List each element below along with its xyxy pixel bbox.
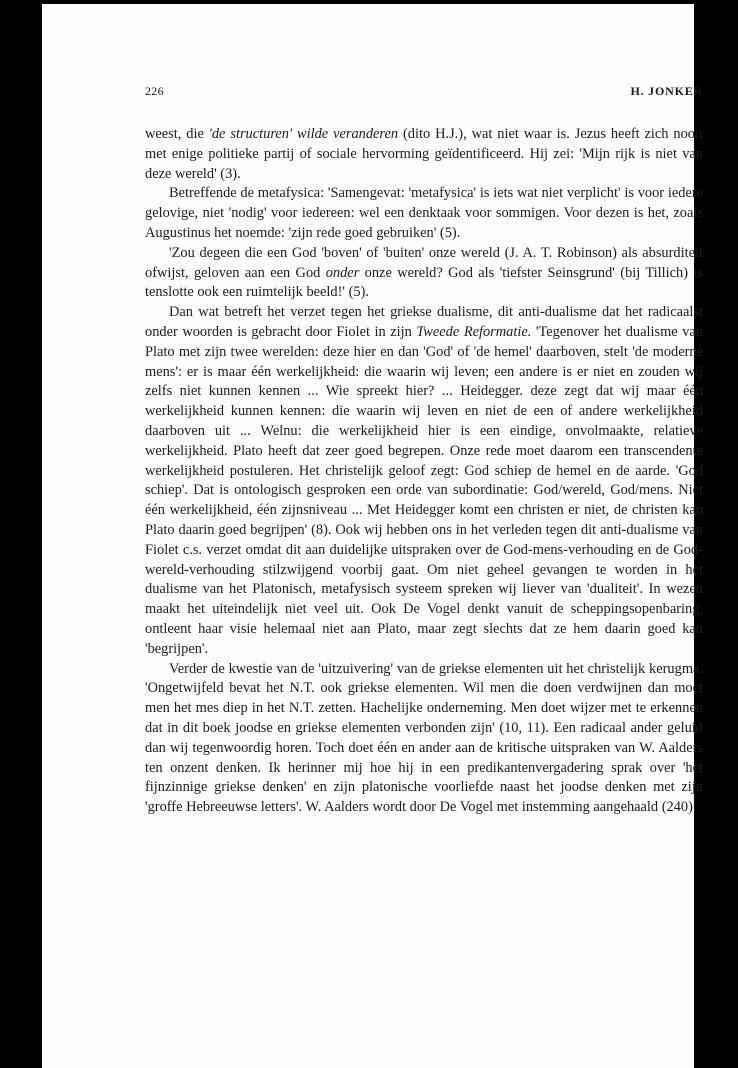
italic-text: onder [325, 264, 360, 281]
paragraph-text: Betreffende de metafysica: 'Samengevat: 'metafysica' is iets wat niet verplicht' is voor iedere gelovige, niet 'nodig' voor iedereen: wel een denktaak voor sommigen. Voor dezen is het, zoals Augustinus het noemde: 'zijn rede goed gebruiken' (5). [145, 185, 703, 241]
paragraph-text: weest, die [145, 126, 209, 142]
paragraph-text: 'Tegenover het dualisme van Plato met zijn twee werelden: deze hier en dan 'God' of 'de hemel' daarboven, stelt 'de moderne mens': er is maar één werkelijkheid: die waarin wij leven; een andere is er niet en zouden wij zelfs niet kunnen kennen ... Wie spreekt hier? ... Heidegger. deze zegt dat wij maar één werkelijkheid kunnen kennen: die waarin wij leven en niet de een of andere werkelijkheid daarboven uit ... Welnu: die werkelijkheid hier is een eindige, onvolmaakte, relatieve werkelijkheid. Plato heeft dat zeer goed begrepen. Onze rede moet daarom een transcendente werkelijkheid postuleren. Het christelijk geloof zegt: God schiep de hemel en de aarde. 'God schiep'. Dat is ontologisch gesproken een orde van subordinatie: God/wereld, God/mens. Niet één werkelijkheid, één zijnsniveau ... Met Heidegger komt een christen er niet, de christen kan Plato daarin goed begrijpen' (8). Ook wij hebben ons in het verleden tegen dit anti-dualisme van Fiolet c.s. verzet omdat dit aan duidelijke uitspraken over de God-mens-verhouding en de God-wereld-verhouding stilzwijgend voorbij gaat. Om niet geheel gevangen te worden in het dualisme van het Platonisch, metafysisch systeem spreken wij liever van 'dualiteit'. In wezen maakt het uiteindelijk niet veel uit. Ook De Vogel denkt vanuit de scheppingsopenbaring, ontleent haar visie helemaal niet aan Plato, maar zegt slechts dat ze hem daarin goed kan 'begrijpen'. [145, 323, 703, 657]
paragraph-text: 'Zou degeen die een God 'boven' of 'buiten' onze wereld (J. A. T. Robinson) als absurditeit ofwijst, geloven aan een God [145, 244, 703, 281]
paragraph [145, 244, 703, 303]
paragraph-text: Verder de kwestie van de 'uitzuivering' van de griekse elementen uit het christelijk kerugma. 'Ongetwijfeld bevat het N.T. ook griekse elementen. Wil men die doen verdwijnen dan moet men het mes diep in het N.T. zetten. Hachelijke onderneming. Men doet wijzer met te erkennen dat in dit boek joodse en griekse elementen verbonden zijn' (10, 11). Een radicaal ander geluid dan wij tegenwoordig horen. Toch doet één en ander aan de kritische uitspraken van W. Aalders ten onzent denken. Ik herinner mij hoe hij in een predikantenvergadering sprak over 'het fijnzinnige griekse denken' en zijn platonische voorliefde naast het joodse denken met zijn 'groffe Hebreeuwse letters'. W. Aalders wordt door De Vogel met instemming aangehaald (240). [145, 660, 703, 816]
page-number: 226 [145, 84, 164, 98]
paragraph-text: onze wereld? God als 'tiefster Seinsgrund' (bij Tillich) is tenslotte ook een ruimtelijk beeld!' (5). [145, 264, 703, 301]
italic-text: Tweede Reformatie. [416, 323, 532, 340]
paragraph-text: Dan wat betreft het verzet tegen het griekse dualisme, dit anti-dualisme dat het radicaalst onder woorden is gebracht door Fiolet in zijn [145, 304, 703, 340]
body-text [145, 125, 703, 818]
page-sheet [42, 4, 704, 1068]
running-head-author: H. JONKER [630, 84, 703, 98]
paragraph-text: (dito H.J.), wat niet waar is. Jezus heeft zich nooit met enige politieke partij of sociale hervorming geïdentificeerd. Hij zei: 'Mijn rijk is niet van deze wereld' (3). [145, 126, 704, 182]
italic-text: 'de structuren' wilde veranderen [208, 126, 399, 142]
paragraph [145, 303, 703, 659]
paragraph [145, 660, 703, 818]
paragraph [145, 125, 703, 184]
paragraph [145, 184, 703, 243]
